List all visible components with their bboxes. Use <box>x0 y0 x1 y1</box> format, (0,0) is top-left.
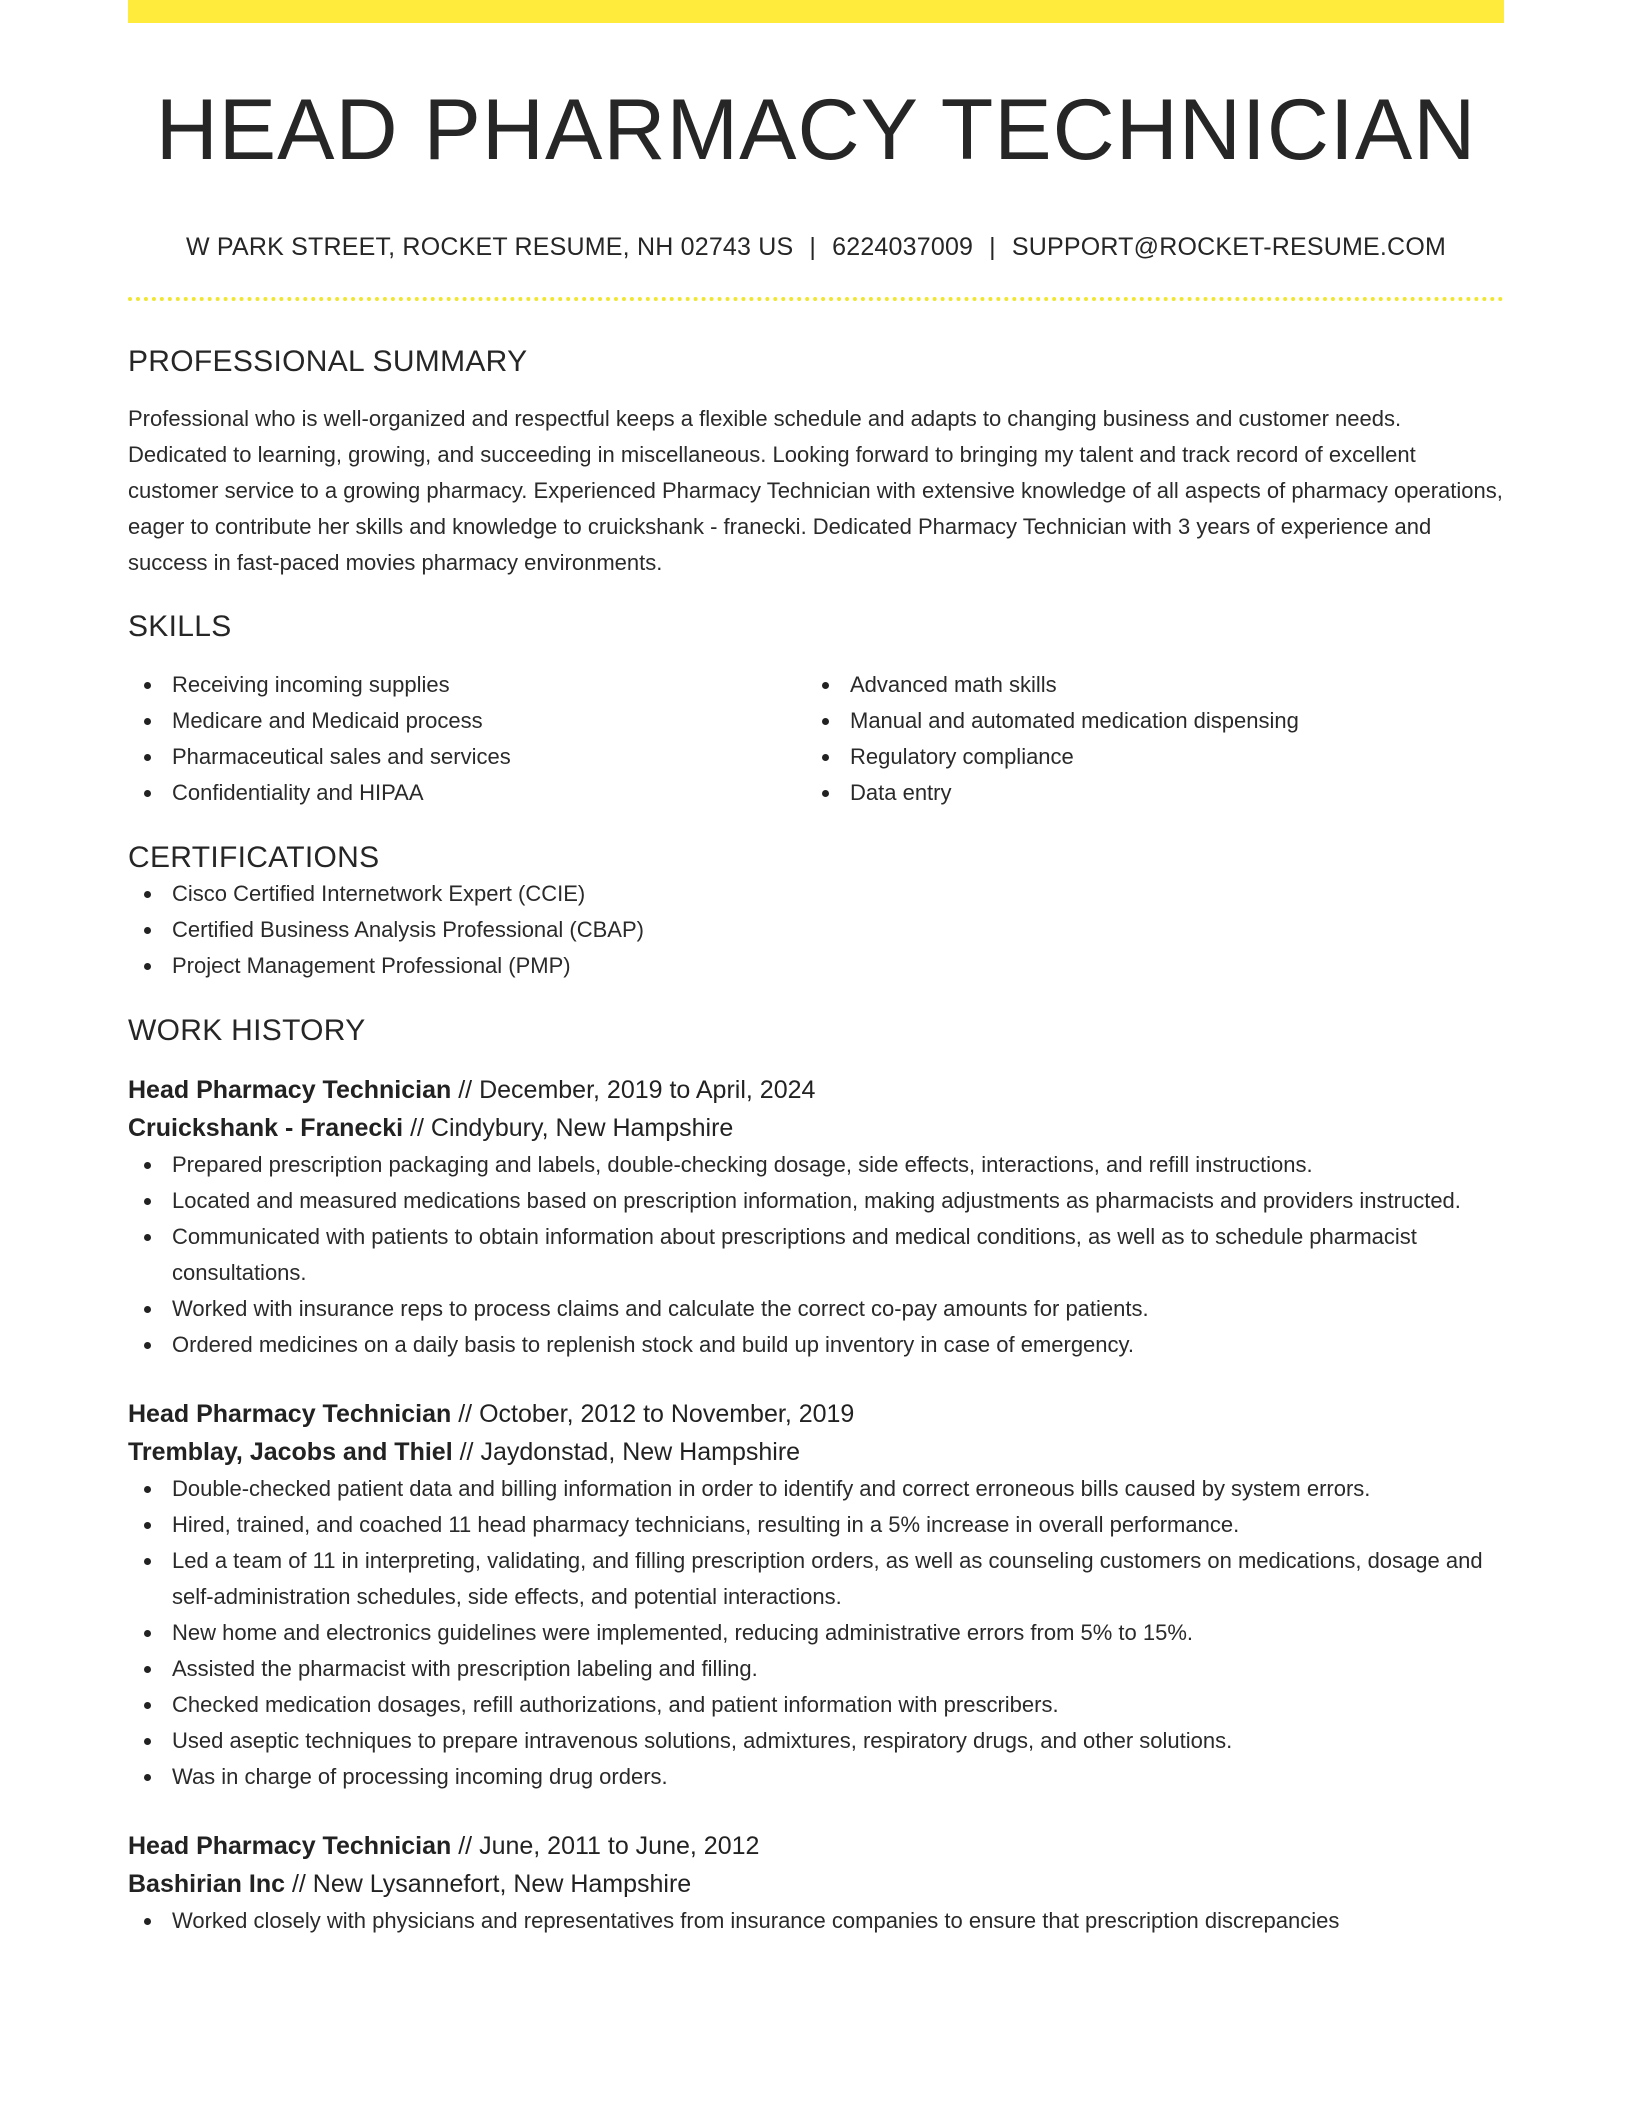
dotted-divider <box>128 297 1504 301</box>
job-bullet: Ordered medicines on a daily basis to replenish stock and build up inventory in case of emergency. <box>128 1327 1504 1363</box>
contact-separator: | <box>809 233 817 261</box>
job-bullet: Prepared prescription packaging and labels, double-checking dosage, side effects, interactions, and refill instructions. <box>128 1147 1504 1183</box>
job-bullet: Used aseptic techniques to prepare intravenous solutions, admixtures, respiratory drugs, and other solutions. <box>128 1723 1504 1759</box>
certifications-list <box>128 876 1504 984</box>
job-delimiter: // <box>451 1832 480 1860</box>
job-bullet: Was in charge of processing incoming drug orders. <box>128 1759 1504 1795</box>
job-bullet: Worked closely with physicians and representatives from insurance companies to ensure that prescription discrepancies <box>128 1903 1504 1939</box>
job-company: Cruickshank - Franecki <box>128 1114 404 1142</box>
job-bullet: Worked with insurance reps to process claims and calculate the correct co-pay amounts for patients. <box>128 1291 1504 1327</box>
job-location: Jaydonstad, New Hampshire <box>480 1438 801 1466</box>
job-delimiter: // <box>451 1400 480 1428</box>
job-dates: December, 2019 to April, 2024 <box>479 1076 816 1104</box>
job-bullet: New home and electronics guidelines were implemented, reducing administrative errors from 5% to 15%. <box>128 1615 1504 1651</box>
job-company-line <box>128 1109 1504 1147</box>
job-title: Head Pharmacy Technician <box>128 1832 452 1860</box>
skills-columns <box>128 667 1504 811</box>
skill-item: Medicare and Medicaid process <box>128 703 806 739</box>
job-entry <box>128 1395 1504 1795</box>
job-bullet-list <box>128 1471 1504 1795</box>
contact-email: SUPPORT@ROCKET-RESUME.COM <box>1011 233 1446 261</box>
job-title-line <box>128 1071 1504 1109</box>
job-bullet-list <box>128 1903 1504 1939</box>
certification-item: Project Management Professional (PMP) <box>128 948 1504 984</box>
contact-separator: | <box>989 233 996 261</box>
job-bullet: Communicated with patients to obtain information about prescriptions and medical conditions, as well as to schedule pharmacist consultations. <box>128 1219 1504 1291</box>
contact-line <box>128 232 1504 262</box>
job-location: Cindybury, New Hampshire <box>430 1114 734 1142</box>
work-history-list <box>128 1071 1504 1939</box>
resume-title: HEAD PHARMACY TECHNICIAN <box>155 82 1477 178</box>
skill-item: Data entry <box>806 775 1484 811</box>
skill-item: Confidentiality and HIPAA <box>128 775 806 811</box>
skills-right-column <box>806 667 1484 811</box>
job-bullet: Checked medication dosages, refill authorizations, and patient information with prescribers. <box>128 1687 1504 1723</box>
skills-left-column <box>128 667 806 811</box>
job-delimiter: // <box>285 1870 313 1898</box>
certification-item: Cisco Certified Internetwork Expert (CCIE) <box>128 876 1504 912</box>
job-bullet: Led a team of 11 in interpreting, validating, and filling prescription orders, as well as counseling customers on medications, dosage and self-administration schedules, side effects, and potential interactions. <box>128 1543 1504 1615</box>
job-dates: October, 2012 to November, 2019 <box>479 1400 855 1428</box>
job-company-line <box>128 1433 1504 1471</box>
job-delimiter: // <box>451 1076 480 1104</box>
job-delimiter: // <box>452 1438 481 1466</box>
job-bullet: Located and measured medications based on prescription information, making adjustments as pharmacists and providers instructed. <box>128 1183 1504 1219</box>
job-title-line <box>128 1827 1504 1865</box>
job-title: Head Pharmacy Technician <box>128 1076 452 1104</box>
job-entry <box>128 1071 1504 1363</box>
job-entry <box>128 1827 1504 1939</box>
job-location: New Lysannefort, New Hampshire <box>312 1870 692 1898</box>
job-bullet-list <box>128 1147 1504 1363</box>
skills-heading: SKILLS <box>128 610 232 643</box>
job-company-line <box>128 1865 1504 1903</box>
summary-text: Professional who is well-organized and respectful keeps a flexible schedule and adapts to changing business and customer needs. Dedicated to learning, growing, and succeeding in miscellaneous. Looking forward to bringing my talent and track record of excellent customer service to a growing pharmacy. Experienced Pharmacy Technician with extensive knowledge of all aspects of pharmacy operations, eager to contribute her skills and knowledge to cruickshank - franecki. Dedicated Pharmacy Technician with 3 years of experience and success in fast-paced movies pharmacy environments. <box>128 406 1503 575</box>
job-bullet: Double-checked patient data and billing information in order to identify and correct erroneous bills caused by system errors. <box>128 1471 1504 1507</box>
summary-heading: PROFESSIONAL SUMMARY <box>128 345 528 378</box>
job-dates: June, 2011 to June, 2012 <box>479 1832 760 1860</box>
certification-item: Certified Business Analysis Professional (CBAP) <box>128 912 1504 948</box>
certifications-heading: CERTIFICATIONS <box>128 841 380 874</box>
contact-phone: 6224037009 <box>832 233 974 261</box>
skill-item: Pharmaceutical sales and services <box>128 739 806 775</box>
job-bullet: Assisted the pharmacist with prescription labeling and filling. <box>128 1651 1504 1687</box>
job-company: Tremblay, Jacobs and Thiel <box>128 1438 453 1466</box>
work-history-heading: WORK HISTORY <box>128 1014 366 1047</box>
skill-item: Manual and automated medication dispensing <box>806 703 1484 739</box>
job-title-line <box>128 1395 1504 1433</box>
job-title: Head Pharmacy Technician <box>128 1400 452 1428</box>
resume-content <box>128 0 1504 1939</box>
skill-item: Receiving incoming supplies <box>128 667 806 703</box>
job-delimiter: // <box>403 1114 431 1142</box>
job-company: Bashirian Inc <box>128 1870 285 1898</box>
skill-item: Advanced math skills <box>806 667 1484 703</box>
job-bullet: Hired, trained, and coached 11 head pharmacy technicians, resulting in a 5% increase in overall performance. <box>128 1507 1504 1543</box>
skill-item: Regulatory compliance <box>806 739 1484 775</box>
contact-address: W PARK STREET, ROCKET RESUME, NH 02743 US <box>185 233 794 261</box>
